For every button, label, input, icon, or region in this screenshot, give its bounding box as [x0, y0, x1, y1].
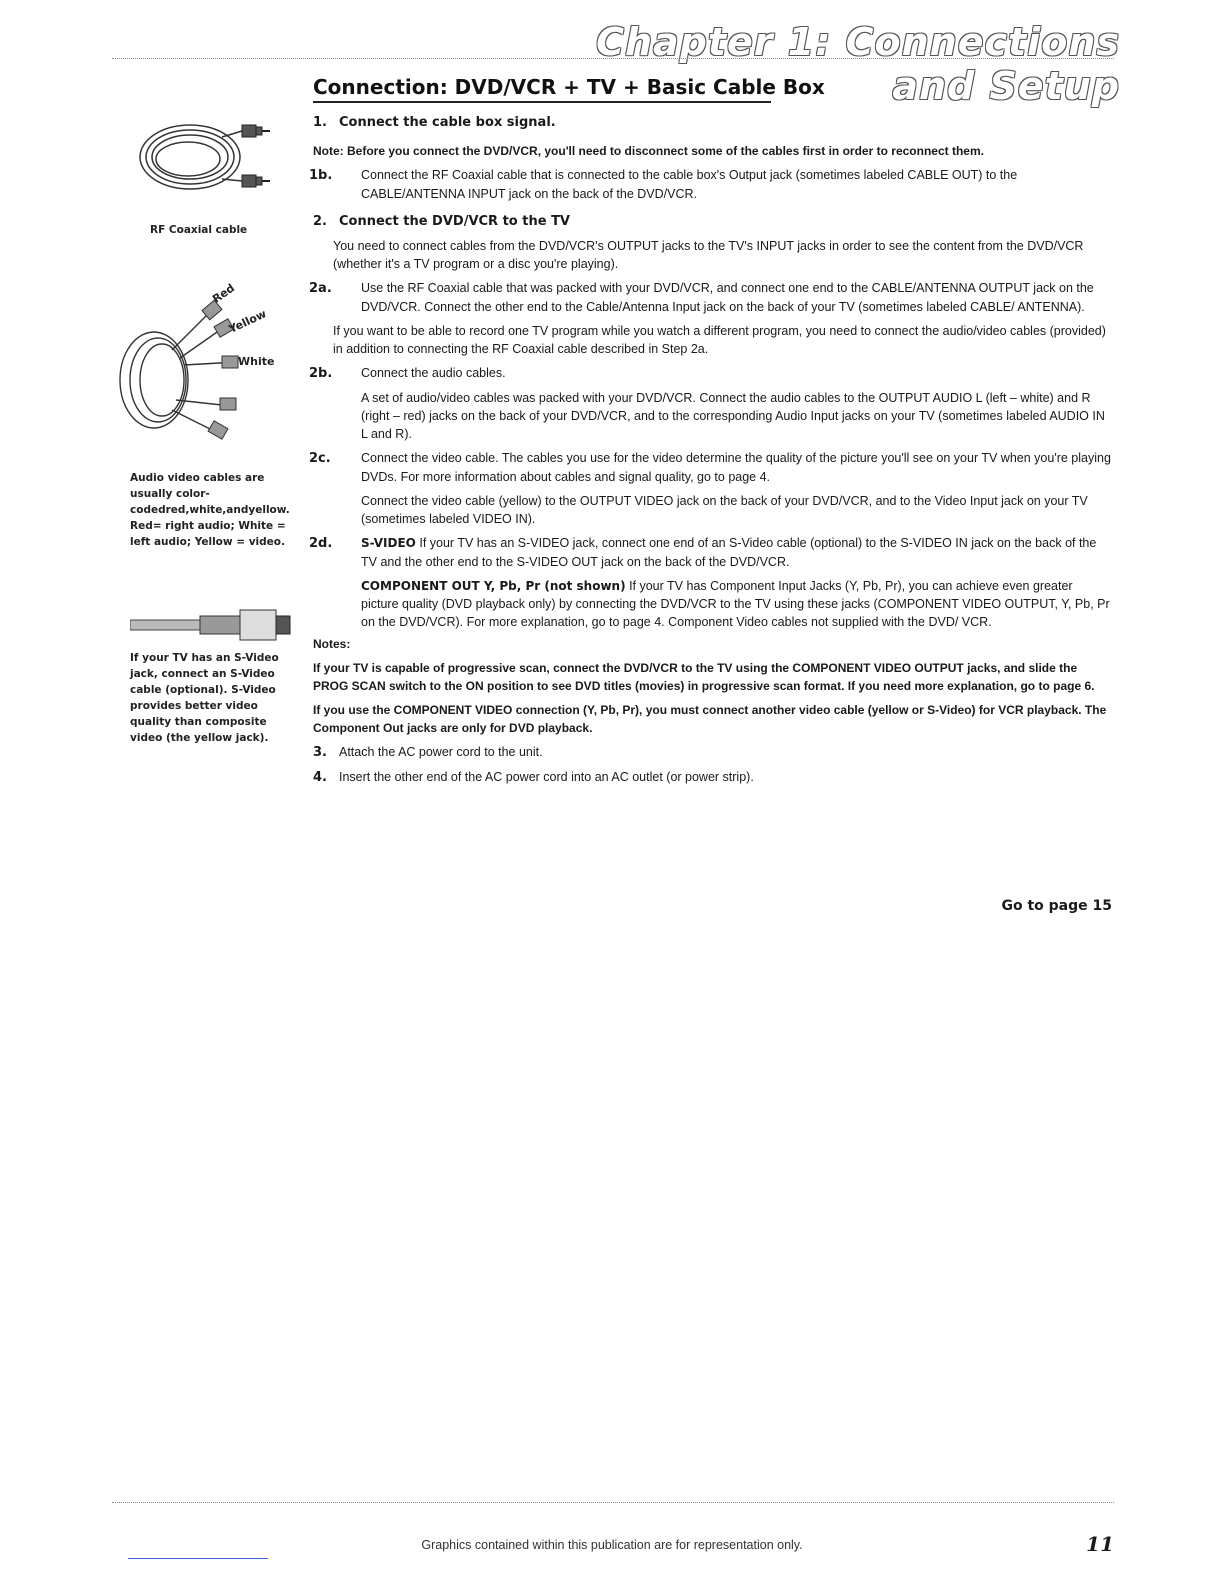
step-number: 2c.	[309, 451, 331, 466]
step-2b	[309, 364, 1113, 383]
step-text: Attach the AC power cord to the unit.	[339, 745, 543, 759]
footer-disclaimer: Graphics contained within this publication are for representation only.	[421, 1538, 803, 1552]
step-text: Connect the RF Coaxial cable that is connected to the cable box's Output jack (sometimes labeled CABLE OUT) to the CABLE/ANTENNA INPUT jack on the back of the DVD/VCR.	[361, 168, 1018, 201]
step-2c-detail: Connect the video cable (yellow) to the OUTPUT VIDEO jack on the back of your DVD/VCR, and to the Video Input jack on your TV (sometimes labeled VIDEO IN).	[361, 494, 1088, 526]
audio-video-cables-illustration	[112, 280, 282, 460]
instructions-column	[309, 114, 1113, 787]
step-title: Connect the cable box signal.	[339, 115, 556, 130]
chapter-title: Chapter 1: Connections and Setup	[596, 20, 1120, 108]
step-1-heading	[313, 114, 1113, 132]
section-title-underline	[313, 101, 771, 103]
yellow-cable-label: Yellow	[226, 307, 269, 336]
go-to-page-link[interactable]: Go to page 15	[1001, 898, 1112, 914]
rf-coaxial-caption: RF Coaxial cable	[150, 224, 248, 236]
white-cable-label: White	[238, 355, 275, 368]
step-number: 1.	[313, 115, 327, 130]
step-number: 3.	[313, 745, 327, 760]
progressive-scan-note: If your TV is capable of progressive scan, connect the DVD/VCR to the TV using the COMPONENT VIDEO OUTPUT jacks, and slide the PROG SCAN switch to the ON position to see DVD titles (movies) in progressive scan format. If you need more explanation, go to page 6.	[313, 661, 1095, 693]
s-video-caption: If your TV has an S-Video jack, connect an S-Video cable (optional). S-Video provides better video quality than composite video (the yellow jack).	[130, 652, 279, 744]
component-out-keyword: COMPONENT OUT Y, Pb, Pr (not shown)	[361, 579, 626, 593]
step-2b-detail: A set of audio/video cables was packed with your DVD/VCR. Connect the audio cables to the OUTPUT AUDIO L (left – white) and R (right – red) jacks on the back of your DVD/VCR, and to the corresponding Audio Input jacks on your TV (sometimes labeled AUDIO IN L and R).	[361, 391, 1105, 441]
rf-coaxial-cable-illustration	[130, 115, 280, 220]
red-cable-label: Red	[210, 281, 238, 306]
component-out-text: If your TV has Component Input Jacks (Y, Pb, Pr), you can achieve even greater picture quality (DVD playback only) by connecting the DVD/VCR to the TV using these jacks (COMPONENT VIDEO OUTPUT, Y, Pb, Pr on the DVD/VCR). For more explanation, go to page 4. Component Video cables not supplied with the DVD/ VCR.	[361, 579, 1110, 629]
step-title: Connect the DVD/VCR to the TV	[339, 214, 570, 229]
header-divider	[112, 58, 1114, 59]
step-number: 4.	[313, 770, 327, 785]
step-number: 1b.	[309, 168, 333, 183]
page-number: 11	[1086, 1532, 1114, 1556]
record-note: If you want to be able to record one TV program while you watch a different program, you need to connect the audio/video cables (provided) in addition to connecting the RF Coaxial cable described in Step 2a.	[333, 324, 1106, 356]
link-underline	[128, 1558, 268, 1559]
step-2a	[309, 279, 1113, 316]
footer-divider	[112, 1502, 1114, 1503]
section-title: Connection: DVD/VCR + TV + Basic Cable Box	[313, 75, 825, 99]
step-number: 2.	[313, 214, 327, 229]
step-4	[313, 768, 1113, 787]
step-2c	[309, 449, 1113, 486]
s-video-keyword: S-VIDEO	[361, 536, 416, 550]
step-number: 2b.	[309, 366, 333, 381]
step-text: Insert the other end of the AC power cord into an AC outlet (or power strip).	[339, 770, 754, 784]
step-number: 2a.	[309, 281, 332, 296]
step-1-note: Note: Before you connect the DVD/VCR, you'll need to disconnect some of the cables first in order to reconnect them.	[313, 144, 984, 158]
s-video-cable-illustration	[130, 606, 296, 646]
step-text: Connect the video cable. The cables you use for the video determine the quality of the picture you'll see on your TV when you're playing DVDs. For more information about cables and signal quality, go to page 4.	[361, 451, 1111, 484]
notes-label: Notes:	[313, 637, 351, 651]
av-cables-caption: Audio video cables are usually color-codedred,white,andyellow. Red= right audio; White = left audio; Yellow = video.	[130, 472, 290, 548]
step-text: Connect the audio cables.	[361, 366, 506, 380]
step-number: 2d.	[309, 536, 333, 551]
component-out-paragraph	[313, 577, 1113, 631]
step-1b	[309, 166, 1113, 203]
component-video-note: If you use the COMPONENT VIDEO connection (Y, Pb, Pr), you must connect another video cable (yellow or S-Video) for VCR playback. The Component Out jacks are only for DVD playback.	[313, 703, 1107, 735]
step-text: If your TV has an S-VIDEO jack, connect one end of an S-Video cable (optional) to the S-VIDEO IN jack on the back of the TV and the other end to the S-VIDEO OUT jack on the back of the DVD/VCR.	[361, 536, 1097, 569]
step-3	[313, 743, 1113, 762]
step-2-heading	[313, 213, 1113, 231]
step-2-intro: You need to connect cables from the DVD/VCR's OUTPUT jacks to the TV's INPUT jacks in order to see the content from the DVD/VCR (whether it's a TV program or a disc you're playing).	[333, 239, 1084, 271]
step-2d	[309, 534, 1113, 571]
step-text: Use the RF Coaxial cable that was packed with your DVD/VCR, and connect one end to the CABLE/ANTENNA OUTPUT jack on the DVD/VCR. Connect the other end to the Cable/Antenna Input jack on the back of your TV (sometimes labeled CABLE/ ANTENNA).	[361, 281, 1094, 314]
